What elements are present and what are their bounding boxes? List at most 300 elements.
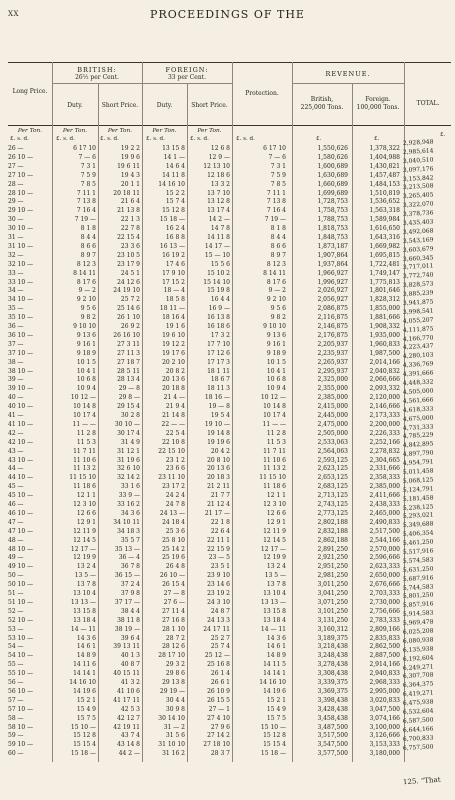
table-cell: 24 7 8 — [165, 501, 185, 508]
table-cell: 8 4 4 — [270, 234, 286, 241]
table-cell: 9 10 10 — [73, 323, 96, 330]
table-cell: 14 8 9 — [266, 652, 286, 660]
table-cell: 14 11 8 — [207, 234, 230, 241]
table-cell: 3,577,500 — [317, 750, 348, 758]
table-cell: 26 15 4 — [162, 581, 185, 589]
table-cell: 24 8 7 — [210, 607, 230, 615]
table-cell: 10 14 8 — [73, 403, 96, 411]
table-cell: 5,461,250 — [402, 538, 434, 548]
table-cell: 2,995,000 — [369, 687, 400, 695]
table-cell: 3,492,068 — [402, 227, 434, 236]
table-cell: 3,040,510 — [402, 156, 434, 165]
table-cell: 39 6 4 — [120, 634, 140, 642]
table-cell: 14 19 6 — [263, 687, 286, 695]
table-cell: 11 — — — [72, 420, 96, 428]
table-cell: 33 1 6 — [120, 483, 140, 491]
table-cell: 23 6 6 — [165, 465, 185, 473]
table-cell: 19 — 8 — [208, 403, 230, 411]
table-cell: 1,818,753 — [317, 225, 348, 233]
table-cell: 3,458,438 — [317, 714, 348, 722]
table-cell: 28 5 11 — [117, 367, 140, 375]
table-cell: 15 10 — — [260, 723, 286, 731]
table-cell: 2,026,927 — [317, 287, 348, 295]
table-cell: 1,987,500 — [369, 349, 400, 357]
table-cell: 26 10 9 — [207, 687, 230, 695]
table-cell: 57 — — [8, 696, 24, 704]
table-cell: 33 — — [8, 269, 24, 277]
table-cell: 9 2 10 — [76, 296, 96, 304]
table-cell: 3,603,679 — [402, 245, 434, 254]
table-cell: 10 1 5 — [76, 358, 96, 366]
table-cell: 33 9 — — [118, 492, 140, 500]
table-cell: 2,066,666 — [369, 376, 400, 384]
table-cell: 19 4 3 — [120, 171, 140, 179]
table-cell: 6,364,375 — [402, 680, 434, 690]
table-cell: 20 18 11 — [113, 189, 140, 197]
table-cell: 27 — 1 — [208, 705, 230, 713]
table-cell: 4,618,333 — [402, 405, 434, 414]
table-cell: 3,074,166 — [369, 714, 400, 722]
table-cell: 2,385,000 — [317, 394, 348, 402]
table-cell: 15 7 4 — [165, 198, 185, 206]
table-cell: 43 10 — — [8, 456, 34, 464]
table-cell: 27 11 3 — [117, 349, 140, 357]
table-cell: 30 17 4 — [117, 429, 140, 437]
table-cell: 25 7 4 — [210, 643, 230, 651]
table-cell: 2,438,333 — [369, 501, 400, 508]
table-cell: 5,124,791 — [402, 485, 434, 494]
table-cell: 14 — 11 — [260, 625, 286, 633]
table-cell: 1,510,819 — [369, 189, 400, 197]
table-cell: 24 17 11 — [203, 625, 230, 633]
page-number: XX — [8, 10, 19, 18]
table-cell: 40 15 11 — [113, 670, 140, 678]
table-cell: 26 6 1 — [210, 679, 230, 686]
table-cell: 3,998,541 — [402, 307, 434, 316]
table-cell: 8 14 11 — [263, 269, 286, 277]
table-cell: 4,448,332 — [402, 378, 434, 388]
unit-lsd: £. s. d. — [56, 136, 75, 142]
table-cell: 57 10 — — [8, 705, 34, 713]
table-cell: 12 1 1 — [76, 492, 96, 500]
table-cell: 7 — 6 — [78, 153, 96, 161]
table-cell: 37 2 4 — [120, 581, 140, 589]
header-long-price: Long Price. — [12, 88, 48, 95]
table-cell: 20 18 8 — [162, 385, 185, 393]
table-cell: 5,914,583 — [402, 609, 434, 619]
table-cell: 47 10 — — [8, 527, 34, 535]
table-cell: 41 — — [8, 412, 24, 419]
table-cell: 33 10 — — [8, 278, 34, 286]
table-cell: 3,100,000 — [369, 723, 400, 731]
table-cell: 1,600,689 — [317, 162, 348, 170]
table-cell: 23 14 6 — [207, 581, 230, 589]
table-cell: 2,304,665 — [369, 456, 400, 464]
table-cell: 14 16 10 — [259, 679, 286, 686]
table-cell: 3,398,438 — [317, 696, 348, 704]
table-cell: 18 — 4 — [163, 287, 185, 295]
table-cell: 50 — — [8, 572, 24, 580]
table-cell: 30 — — [8, 216, 24, 224]
table-cell: 9 5 6 — [270, 305, 286, 313]
table-cell: 5,068,125 — [402, 476, 434, 485]
table-cell: 21 2 11 — [207, 483, 230, 491]
table-cell: 3,011,250 — [317, 581, 348, 589]
table-cell: 25 7 2 — [120, 296, 140, 304]
table-cell: 2,415,000 — [317, 403, 348, 411]
table-cell: 6,025,208 — [402, 627, 434, 636]
header-british-rate: 26½ per Cent. — [75, 74, 119, 81]
table-cell: 12 1 1 — [266, 492, 286, 500]
table-cell: 3,180,000 — [369, 750, 400, 758]
table-cell: 12 19 9 — [263, 554, 286, 562]
table-cell: 14 11 6 — [73, 661, 96, 669]
table-cell: 2,093,332 — [369, 385, 400, 393]
table-cell: 56 — — [8, 679, 24, 686]
table-cell: 12 6 6 — [76, 509, 96, 517]
table-cell: 41 10 6 — [117, 687, 140, 695]
table-cell: 12 9 1 — [76, 518, 96, 526]
table-cell: 53 10 — — [8, 634, 34, 642]
table-cell: 4,675,000 — [402, 414, 434, 423]
table-cell: 7 11 1 — [266, 189, 286, 197]
table-cell: 15 2 2 — [165, 189, 185, 197]
table-cell: 1,775,813 — [369, 278, 400, 286]
table-cell: 29 — — [8, 198, 24, 206]
table-cell: 1,643,316 — [369, 234, 400, 241]
table-cell: 2,517,500 — [369, 527, 400, 535]
table-cell: 15 12 8 — [73, 732, 96, 740]
header-for-short: Short Price. — [191, 102, 228, 109]
table-cell: 15 19 8 — [207, 287, 230, 295]
table-cell: 11 10 6 — [73, 456, 96, 464]
table-cell: 1,873,187 — [317, 242, 348, 250]
table-cell: 2,985,614 — [402, 147, 434, 156]
table-cell: 26 10 — — [159, 572, 185, 580]
unit-lsd: £. s. d. — [236, 136, 255, 142]
table-cell: 2,226,333 — [369, 429, 400, 437]
table-cell: 1,457,487 — [369, 171, 400, 179]
unit-per-ton: Per Ton. — [17, 128, 43, 134]
table-cell: 27 9 6 — [210, 723, 230, 731]
table-cell: 2,505,000 — [317, 429, 348, 437]
table-cell: 3,213,508 — [402, 182, 434, 192]
table-cell: 27 4 10 — [207, 714, 230, 722]
table-cell: 15 7 5 — [76, 714, 96, 722]
table-cell: 4,280,103 — [402, 351, 434, 361]
table-cell: 15 12 8 — [162, 207, 185, 215]
unit-lsd: £. s. d. — [146, 136, 165, 142]
table-cell: 8 12 3 — [266, 260, 286, 268]
table-cell: 7 5 9 — [270, 171, 286, 179]
table-cell: 21 9 4 — [165, 403, 185, 411]
table-cell: 3,547,500 — [317, 741, 348, 749]
table-cell: 36 — — [8, 323, 24, 330]
table-cell: 17 12 6 — [207, 349, 230, 357]
table-cell: 9 18 9 — [266, 349, 286, 357]
unit-per-ton: Per Ton. — [152, 128, 177, 134]
table-cell: 2,014,166 — [369, 358, 400, 366]
table-cell: 11 13 2 — [73, 465, 96, 473]
table-cell: 3,153,333 — [369, 741, 400, 749]
table-cell: 31 — 2 — [163, 723, 185, 731]
table-cell: 14 6 1 — [266, 643, 286, 651]
table-cell: 37 17 — — [114, 598, 140, 606]
group-rule — [292, 83, 404, 84]
table-cell: 3,428,438 — [317, 705, 348, 713]
table-cell: 38 10 — — [8, 367, 34, 375]
table-cell: 11 18 6 — [263, 483, 286, 491]
table-cell: 5,349,688 — [402, 520, 434, 530]
table-cell: 42 19 11 — [113, 723, 140, 731]
table-cell: 46 — — [8, 501, 24, 508]
table-cell: 7 19 — — [264, 216, 286, 224]
table-cell: 1,430,821 — [369, 162, 400, 170]
table-cell: 49 — — [8, 554, 24, 562]
table-cell: 13 5 — — [74, 572, 96, 580]
table-cell: 6,192,604 — [402, 654, 434, 663]
table-cell: 27 — 8 — [163, 590, 185, 597]
header-rule-bottom — [8, 125, 451, 126]
page-title: PROCEEDINGS OF THE — [150, 8, 305, 21]
table-cell: 9 — 2 — [78, 287, 96, 295]
table-cell: 19 19 6 — [207, 438, 230, 446]
table-cell: 24 19 10 — [113, 287, 140, 295]
table-cell: 1,580,626 — [317, 153, 348, 161]
table-cell: 1,728,753 — [317, 198, 348, 206]
page-header — [0, 8, 455, 24]
table-cell: 22 — — — [161, 420, 185, 428]
table-cell: 14 — 11 — [70, 625, 96, 633]
table-cell: 30 10 — — [8, 225, 34, 233]
table-cell: 13 18 4 — [263, 616, 286, 624]
table-cell: 8 9 7 — [270, 251, 286, 259]
table-cell: 5,574,583 — [402, 556, 434, 565]
table-cell: 12 13 10 — [203, 162, 230, 170]
table-cell: 6,307,708 — [402, 671, 434, 681]
table-cell: 54 — — [8, 643, 24, 651]
table-cell: 2,743,125 — [317, 501, 348, 508]
table-cell: 29 15 4 — [117, 403, 140, 411]
table-cell: 31 4 9 — [120, 438, 140, 446]
table-cell: 7 13 8 — [76, 198, 96, 206]
table-cell: 14 16 10 — [158, 180, 185, 188]
table-cell: 7 16 4 — [76, 207, 96, 215]
table-cell: 31 10 — — [8, 242, 34, 250]
table-cell: 45 10 — — [8, 492, 34, 500]
table-cell: 22 1 8 — [210, 518, 230, 526]
table-cell: 12 18 6 — [207, 171, 230, 179]
table-cell: 2,713,125 — [317, 492, 348, 500]
table-cell: 9 5 6 — [80, 305, 96, 313]
table-cell: 37 10 — — [8, 349, 34, 357]
table-cell: 30 9 8 — [165, 705, 185, 713]
table-cell: 13 5 — — [264, 572, 286, 580]
table-cell: 17 15 2 — [162, 278, 185, 286]
table-cell: 13 10 4 — [73, 590, 96, 597]
table-cell: 34 10 11 — [113, 518, 140, 526]
table-cell: 12 6 6 — [266, 509, 286, 517]
table-cell: 3,020,833 — [369, 696, 400, 704]
table-cell: 13 15 8 — [263, 607, 286, 615]
table-cell: 2,086,875 — [317, 305, 348, 313]
unit-per-ton: Per Ton. — [62, 128, 88, 134]
table-cell: 27 18 7 — [117, 358, 140, 366]
table-cell: 10 1 5 — [266, 358, 286, 366]
unit-per-ton: Per Ton. — [107, 128, 133, 134]
table-cell: 19 2 2 — [120, 145, 140, 152]
table-cell: 43 — — [8, 447, 24, 455]
table-cell: 10 12 — — [70, 394, 96, 402]
table-cell: 21 13 8 — [117, 207, 140, 215]
table-cell: 5,293,021 — [402, 511, 434, 521]
table-cell: 35 — — [8, 305, 24, 313]
table-cell: 9 13 6 — [266, 331, 286, 339]
table-cell: 9 13 6 — [76, 331, 96, 339]
col-total — [403, 140, 451, 753]
table-cell: 1,935,000 — [369, 331, 400, 339]
table-cell: 30 14 10 — [158, 714, 185, 722]
table-cell: 4,336,769 — [402, 360, 434, 370]
table-cell: 44 10 — — [8, 474, 34, 482]
table-cell: 28 — — [8, 180, 24, 188]
table-cell: 34 3 6 — [120, 509, 140, 517]
table-cell: 8 17 6 — [266, 278, 286, 286]
table-cell: 3,160,312 — [317, 625, 348, 633]
table-cell: 1,378,322 — [369, 145, 400, 152]
table-cell: 2,730,000 — [369, 598, 400, 606]
table-cell: 31 10 10 — [158, 741, 185, 749]
table-cell: 11 7 11 — [73, 447, 96, 455]
table-cell: 34 10 — — [8, 296, 34, 304]
table-cell: 21 7 7 — [210, 492, 230, 500]
table-cell: 12 11 9 — [73, 527, 96, 535]
table-cell: 10 9 4 — [76, 385, 96, 393]
table-cell: 15 10 2 — [207, 269, 230, 277]
table-cell: 11 10 6 — [263, 456, 286, 464]
table-cell: 1,695,815 — [369, 251, 400, 259]
table-cell: 40 8 7 — [120, 661, 140, 669]
table-cell: 2,940,833 — [369, 670, 400, 678]
table-cell: 48 10 — — [8, 545, 34, 553]
table-cell: 44 2 — — [118, 750, 140, 758]
table-cell: 28 12 6 — [162, 643, 185, 651]
table-cell: 27 10 — — [8, 171, 34, 179]
table-cell: 4,505,000 — [402, 387, 434, 396]
table-cell: 3,369,375 — [317, 687, 348, 695]
header-for-duty: Duty. — [156, 102, 173, 109]
table-cell: 10 6 8 — [76, 376, 96, 384]
table-cell: 16 19 2 — [162, 251, 185, 259]
table-cell: 2,623,333 — [369, 563, 400, 571]
table-cell: 41 3 2 — [120, 679, 140, 686]
table-cell: 20 8 2 — [165, 367, 185, 375]
table-cell: 48 — — [8, 536, 24, 544]
table-cell: 38 19 — — [114, 625, 140, 633]
unit-pound: £. — [440, 132, 446, 138]
header-foreign-rev: Foreign. — [365, 96, 391, 103]
table-cell: 25 12 — — [204, 652, 230, 660]
table-cell: 2,802,188 — [317, 518, 348, 526]
table-cell: 44 — — [8, 465, 24, 473]
table-cell: 19 17 6 — [162, 349, 185, 357]
table-cell: 3,308,438 — [317, 670, 348, 678]
table-cell: 2,593,125 — [317, 456, 348, 464]
table-cell: 24 2 4 — [165, 492, 185, 500]
table-cell: 5,857,916 — [402, 600, 434, 610]
table-cell: 14 6 4 — [165, 162, 185, 170]
table-cell: 2,783,333 — [369, 616, 400, 624]
table-cell: 28 17 10 — [158, 652, 185, 660]
table-cell: 11 5 3 — [76, 438, 96, 446]
table-cell: 13 2 4 — [266, 563, 286, 571]
table-cell: 20 18 3 — [207, 474, 230, 482]
table-cell: 19 6 11 — [117, 162, 140, 170]
table-cell: 2,968,333 — [369, 679, 400, 686]
table-cell: 27 14 2 — [207, 732, 230, 740]
table-cell: 2,358,333 — [369, 474, 400, 482]
table-cell: 29 8 6 — [165, 670, 185, 678]
table-cell: 36 7 8 — [120, 563, 140, 571]
table-cell: 58 — — [8, 714, 24, 722]
table-cell: 2,200,000 — [369, 420, 400, 428]
table-cell: 31 — — [8, 234, 24, 241]
table-cell: 24 18 4 — [162, 518, 185, 526]
table-cell: 16 2 4 — [165, 225, 185, 233]
table-cell: 2,981,250 — [317, 572, 348, 580]
table-cell: 13 15 8 — [162, 145, 185, 152]
table-cell: 28 1 10 — [162, 625, 185, 633]
table-cell: 17 4 6 — [165, 260, 185, 268]
table-cell: 11 — — — [262, 420, 286, 428]
table-cell: 9 16 1 — [76, 340, 96, 348]
table-cell: 3,131,250 — [317, 616, 348, 624]
table-cell: 14 16 10 — [69, 679, 96, 686]
table-cell: 34 18 3 — [117, 527, 140, 535]
table-cell: 13 18 4 — [73, 616, 96, 624]
table-cell: 2,623,125 — [317, 465, 348, 473]
table-cell: 10 17 4 — [73, 412, 96, 419]
table-cell: 26 — — [8, 145, 24, 152]
table-cell: 1,536,652 — [369, 198, 400, 206]
table-cell: 27 6 — — [163, 598, 185, 606]
table-cell: 53 — — [8, 625, 24, 633]
table-cell: 18 16 — — [204, 394, 230, 402]
table-cell: 8 14 11 — [73, 269, 96, 277]
table-cell: 5,181,458 — [402, 494, 434, 503]
table-cell: 2,235,937 — [317, 349, 348, 357]
table-cell: 11 2 8 — [266, 429, 286, 437]
table-cell: 1,563,318 — [369, 207, 400, 215]
table-cell: 17 7 10 — [207, 340, 230, 348]
table-cell: 15 5 6 — [210, 260, 230, 268]
table-cell: 6,419,271 — [402, 689, 434, 699]
table-cell: 26 1 4 — [210, 670, 230, 678]
table-cell: 7 13 8 — [266, 198, 286, 206]
table-cell: 3,828,573 — [402, 280, 434, 290]
table-cell: 22 5 4 — [165, 429, 185, 437]
table-cell: 25 14 6 — [117, 305, 140, 313]
table-cell: 12 14 5 — [73, 536, 96, 544]
table-cell: 2,921,250 — [317, 554, 348, 562]
table-cell: 1,589,984 — [369, 216, 400, 224]
table-cell: 32 10 — — [8, 260, 34, 268]
table-cell: 3,071,250 — [317, 598, 348, 606]
table-cell: 3,265,405 — [402, 191, 434, 201]
table-cell: 4,954,791 — [402, 458, 434, 468]
table-cell: 52 — — [8, 607, 24, 615]
table-cell: 20 1 1 — [120, 180, 140, 188]
